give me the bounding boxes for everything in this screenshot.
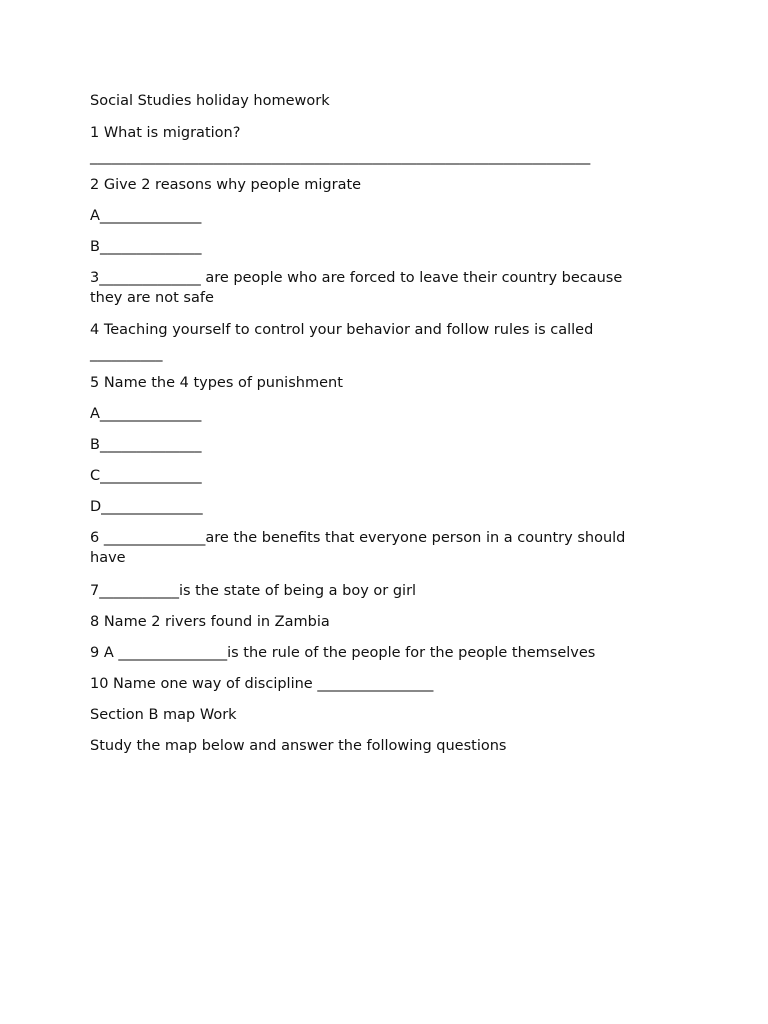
question-9: 9 A _______________is the rule of the people for the people themselves xyxy=(90,645,596,661)
question-8: 8 Name 2 rivers found in Zambia xyxy=(90,614,330,630)
answer-2b: B______________ xyxy=(90,239,202,255)
answer-5d: D______________ xyxy=(90,499,203,515)
question-5: 5 Name the 4 types of punishment xyxy=(90,375,343,391)
section-b-heading: Section B map Work xyxy=(90,707,237,723)
section-b-instructions: Study the map below and answer the following questions xyxy=(90,738,507,754)
answer-5b: B______________ xyxy=(90,437,202,453)
answer-5c: C______________ xyxy=(90,468,202,484)
question-4: 4 Teaching yourself to control your behavior and follow rules is called xyxy=(90,322,594,338)
answer-line-4: __________ xyxy=(90,346,163,362)
answer-5a: A______________ xyxy=(90,406,202,422)
question-6: 6 ______________are the benefits that everyone person in a country should have xyxy=(90,530,630,566)
page-title: Social Studies holiday homework xyxy=(90,93,330,109)
question-3: 3______________ are people who are forced to leave their country because they are not safe xyxy=(90,270,627,306)
question-1: 1 What is migration? xyxy=(90,125,241,141)
homework-page xyxy=(90,0,660,1024)
question-7: 7___________is the state of being a boy or girl xyxy=(90,583,417,599)
answer-line-1: _____________________________________________________________________ xyxy=(90,149,591,165)
question-10: 10 Name one way of discipline ________________ xyxy=(90,676,434,692)
question-2: 2 Give 2 reasons why people migrate xyxy=(90,177,362,193)
answer-2a: A______________ xyxy=(90,208,202,224)
